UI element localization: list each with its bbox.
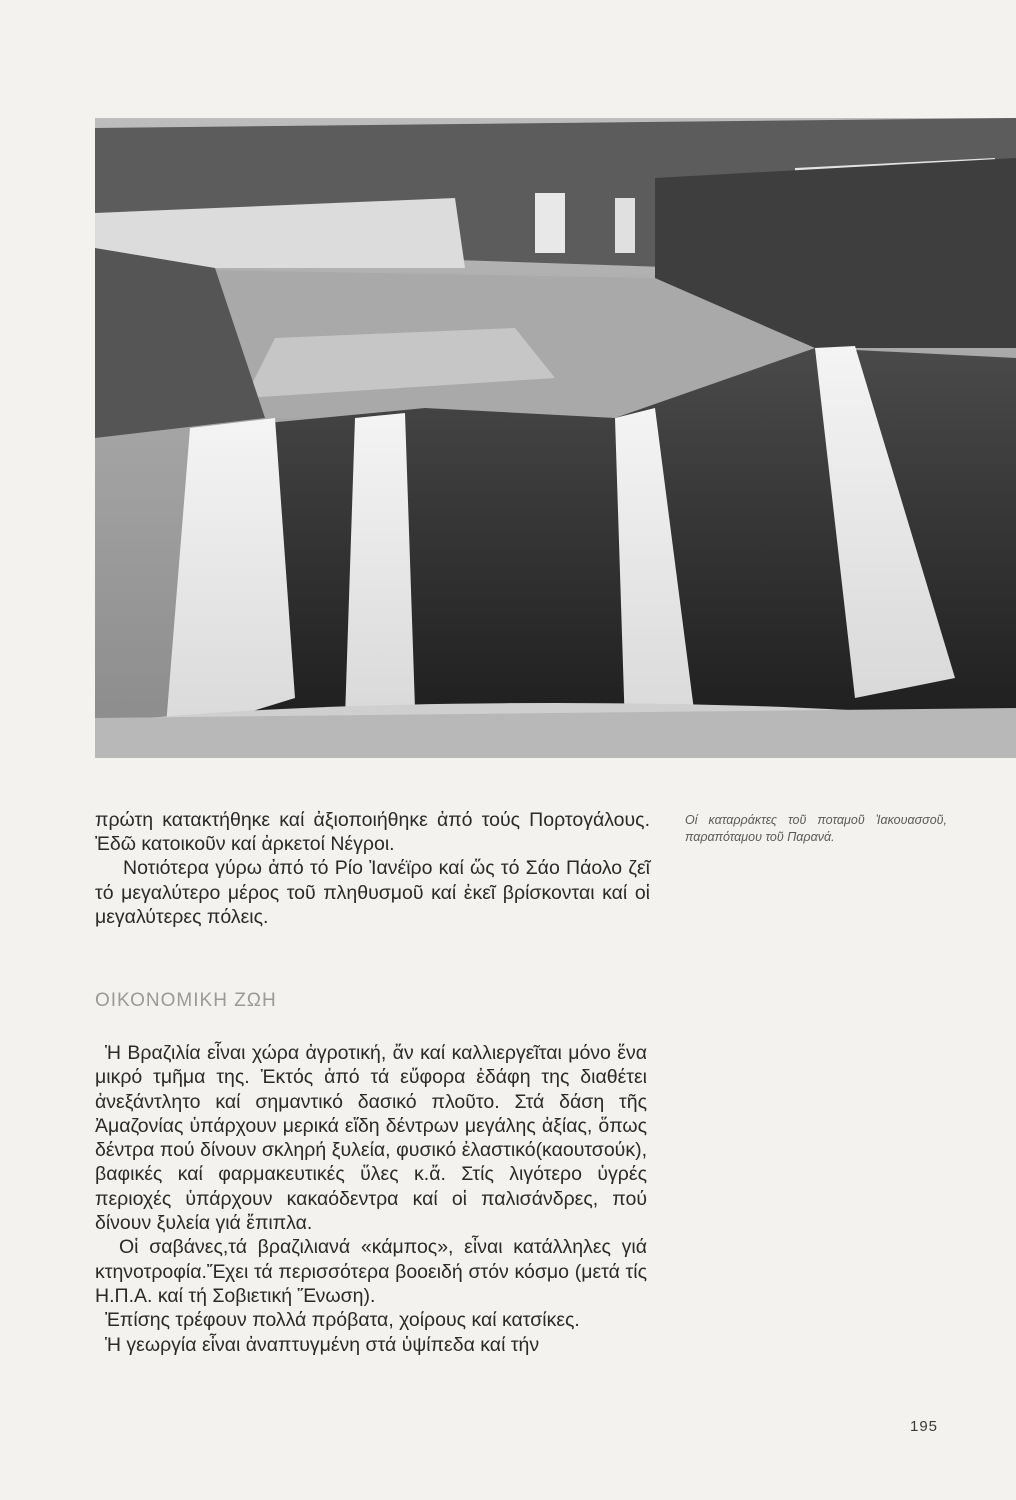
section-paragraph-2: Οἱ σαβάνες,τά βραζιλιανά «κάμπος», εἶναι κατάλληλες γιά κτηνοτροφία.Ἔχει τά περισσότερα βοοειδή στόν κόσμο (μετά τίς Η.Π.Α. καί τή Σοβιετική Ἕνωση). [95, 1236, 647, 1307]
page-number: 195 [910, 1418, 939, 1435]
photo-caption: Οί καταρράκτες τοῦ ποταμοῦ Ἰακουασσοῦ, παραπόταμου τοῦ Παρανά. [685, 813, 947, 844]
section-paragraph-3: Ἐπίσης τρέφουν πολλά πρόβατα, χοίρους καί κατσίκες. [105, 1309, 580, 1332]
section-body [95, 1041, 647, 1357]
intro-text [95, 808, 650, 929]
section-paragraph-4: Ἡ γεωργία εἶναι ἀναπτυγμένη στά ὑψίπεδα καί τήν [105, 1333, 540, 1356]
intro-paragraph-1: πρώτη κατακτήθηκε καί ἀξιοποιήθηκε ἀπό τούς Πορτογάλους. Ἐδῶ κατοικοῦν καί ἀρκετοί Νέγροι. [95, 809, 650, 856]
section-heading: ΟΙΚΟΝΟΜΙΚΗ ΖΩΗ [95, 990, 277, 1011]
intro-paragraph-2: Νοτιότερα γύρω ἀπό τό Ρίο Ἰανέϊρο καί ὥς τό Σάο Πάολο ζεῖ τό μεγαλύτερο μέρος τοῦ πληθυσμοῦ καί ἐκεῖ βρίσκονται καί οἱ μεγαλύτερες πόλεις. [95, 857, 650, 928]
section-paragraph-1: Ἡ Βραζιλία εἶναι χώρα ἀγροτική, ἄν καί καλλιεργεῖται μόνο ἕνα μικρό τμῆμα της. Ἐκτός ἀπό τά εὔφορα ἐδάφη της διαθέτει ἀνεξάντλητο καί σημαντικό δασικό πλοῦτο. Στά δάση τῆς Ἀμαζονίας ὑπάρχουν μερικά εἴδη δέντρων μεγάλης ἀξίας, ὅπως δέντρα πού δίνουν σκληρή ξυλεία, φυσικό ἐλαστικό(καουτσούκ), βαφικές καί φαρμακευτικές ὕλες κ.ἄ. Στίς λιγότερο ὑγρές περιοχές ὑπάρχουν κακαόδεντρα καί οἱ παλισάνδρες, πού δίνουν ξυλεία γιά ἔπιπλα. [95, 1042, 647, 1235]
waterfall-photo [95, 118, 1016, 758]
